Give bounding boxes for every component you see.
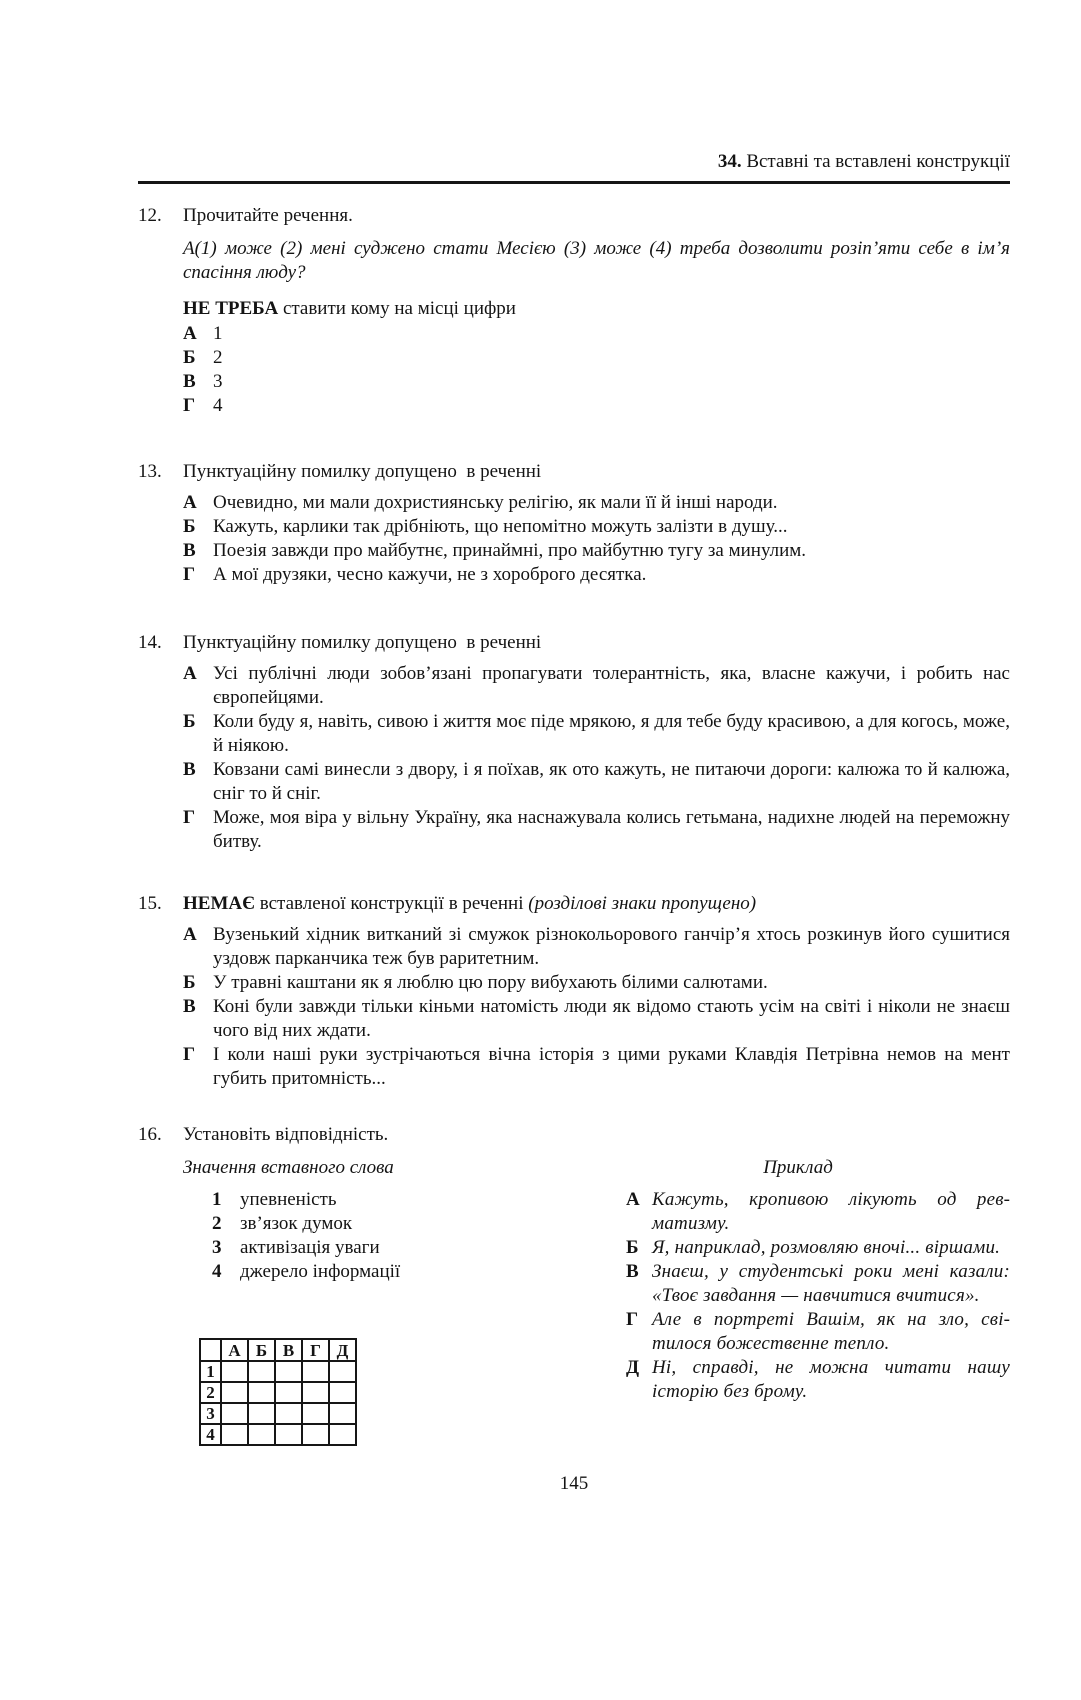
answer-grid-cell <box>302 1424 329 1445</box>
matching-block <box>138 1156 1010 1446</box>
answer-grid-cell <box>329 1424 356 1445</box>
option-letter: Г <box>183 564 196 585</box>
option-text: Кажуть, карлики так дрібніють, що непомітно можуть залізти в душу... <box>213 516 788 537</box>
answer-grid-cell <box>248 1361 275 1382</box>
answer-option <box>183 539 1010 563</box>
chapter-title: Вставні та вставлені конструкції <box>746 151 1010 172</box>
answer-grid-cell <box>275 1361 302 1382</box>
matching-option-text: Я, наприклад, розмовляю вночі... віршами. <box>652 1237 1001 1258</box>
question-15 <box>138 892 1010 1091</box>
options-list <box>183 923 1010 1091</box>
matching-option-letter: Г <box>626 1309 639 1330</box>
answer-option <box>183 322 1010 346</box>
option-text: Коні були завжди тільки кіньми натомість люди як відомо стають усім на світі і ніколи не знаєш чого від них ждати. <box>213 996 1010 1041</box>
page-number: 145 <box>559 1473 589 1494</box>
option-text: У травні каштани як я люблю цю пору вибухають білими салютами. <box>213 972 768 993</box>
answer-grid-cell <box>302 1361 329 1382</box>
question-prompt: Установіть відповідність. <box>183 1124 389 1145</box>
matching-item-number: 3 <box>212 1237 222 1258</box>
matching-option <box>626 1260 1010 1308</box>
option-text: 4 <box>213 395 223 416</box>
option-letter: В <box>183 759 196 780</box>
option-letter: А <box>183 323 197 344</box>
answer-grid-cell <box>275 1382 302 1403</box>
answer-option <box>183 491 1010 515</box>
chapter-header <box>138 0 1010 184</box>
answer-option <box>183 346 1010 370</box>
answer-grid-row-header: 3 <box>200 1403 221 1424</box>
prompt-note: (розділові знаки пропущено) <box>528 893 757 914</box>
matching-item-text: джерело інформації <box>240 1261 401 1282</box>
matching-option-letter: В <box>626 1261 639 1282</box>
matching-item <box>212 1188 626 1212</box>
question-14 <box>138 631 1010 854</box>
matching-item-text: зв’язок думок <box>240 1213 353 1234</box>
option-text: Коли буду я, навіть, сивою і життя моє піде мрякою, я для тебе буду красивою, а для когось, може, й ніякою. <box>213 711 1010 756</box>
answer-grid-cell <box>329 1361 356 1382</box>
matching-item-text: активізація уваги <box>240 1237 380 1258</box>
matching-item-number: 2 <box>212 1213 222 1234</box>
matching-option-letter: Б <box>626 1237 639 1258</box>
matching-option <box>626 1308 1010 1356</box>
matching-option-letter: Д <box>626 1357 640 1378</box>
answer-option <box>183 370 1010 394</box>
option-letter: А <box>183 492 197 513</box>
matching-option-text: Але в портреті Вашім, як на зло, світилося божественне тепло. <box>652 1309 1010 1354</box>
answer-grid-cell <box>329 1382 356 1403</box>
matching-right-header: Приклад <box>763 1157 833 1178</box>
answer-grid-corner <box>200 1339 221 1361</box>
question-number: 13. <box>138 461 162 482</box>
option-letter: Г <box>183 1044 196 1065</box>
answer-option <box>183 923 1010 971</box>
matching-options <box>626 1188 1010 1404</box>
option-letter: В <box>183 540 196 561</box>
answer-grid-row-header: 2 <box>200 1382 221 1403</box>
option-text: 2 <box>213 347 223 368</box>
question-prompt <box>183 892 1010 915</box>
answer-grid <box>199 1338 357 1446</box>
answer-grid-cell <box>248 1424 275 1445</box>
answer-grid-cell <box>275 1424 302 1445</box>
matching-option <box>626 1188 1010 1236</box>
option-text: А мої друзяки, чесно кажучи, не з хороброго десятка. <box>213 564 647 585</box>
options-list <box>183 662 1010 854</box>
answer-option <box>183 758 1010 806</box>
option-letter: В <box>183 996 196 1017</box>
stimulus-sentence: А(1) може (2) мені суджено стати Месією (3) може (4) треба дозволити розіп’яти себе в ім’я спасіння люду? <box>183 238 1010 283</box>
option-letter: Б <box>183 516 196 537</box>
option-letter: А <box>183 924 197 945</box>
matching-option-text: Кажуть, кропивою лікують од ревматизму. <box>652 1189 1010 1234</box>
matching-left-column <box>183 1156 626 1446</box>
question-13 <box>138 460 1010 587</box>
question-prompt: Прочитайте речення. <box>183 205 353 226</box>
answer-grid-col-header: В <box>275 1339 302 1361</box>
option-text: 3 <box>213 371 223 392</box>
answer-option <box>183 971 1010 995</box>
matching-option-letter: А <box>626 1189 640 1210</box>
matching-items <box>183 1188 626 1284</box>
matching-item-number: 4 <box>212 1261 222 1282</box>
matching-left-header: Значення вставного слова <box>183 1157 394 1178</box>
question-16 <box>138 1123 1010 1446</box>
option-text: Усі публічні люди зобов’язані пропагувати толерантність, яка, власне кажучи, і робить нас європейцями. <box>213 663 1010 708</box>
matching-option-text: Знаєш, у студентські роки мені казали: «Твоє завдання — навчитися вчитися». <box>652 1261 1010 1306</box>
option-text: Поезія завжди про майбутнє, принаймні, про майбутню тугу за минулим. <box>213 540 807 561</box>
answer-grid-cell <box>221 1361 248 1382</box>
question-number: 14. <box>138 632 162 653</box>
answer-grid-cell <box>221 1382 248 1403</box>
option-text: Очевидно, ми мали дохристиянську релігію, як мали її й інші народи. <box>213 492 778 513</box>
answer-grid-col-header: Г <box>302 1339 329 1361</box>
option-letter: Б <box>183 972 196 993</box>
question-number: 12. <box>138 205 162 226</box>
option-text: І коли наші руки зустрічаються вічна історія з цими руками Клавдія Петрівна немов на мент губить притомність... <box>213 1044 1010 1089</box>
answer-option <box>183 662 1010 710</box>
prompt-text: вставленої конструкції в реченні <box>259 893 524 914</box>
prompt-keyword: НЕМАЄ <box>183 893 255 914</box>
answer-grid-cell <box>248 1403 275 1424</box>
answer-grid-col-header: Д <box>329 1339 356 1361</box>
answer-grid-cell <box>302 1403 329 1424</box>
answer-grid-cell <box>221 1403 248 1424</box>
answer-grid-cell <box>221 1424 248 1445</box>
matching-option <box>626 1236 1010 1260</box>
question-12 <box>138 204 1010 418</box>
question-number: 16. <box>138 1124 162 1145</box>
answer-grid-row-header: 1 <box>200 1361 221 1382</box>
option-letter: Б <box>183 711 196 732</box>
answer-option <box>183 563 1010 587</box>
question-prompt: Пунктуаційну помилку допущено в реченні <box>183 461 542 482</box>
answer-grid-cell <box>248 1382 275 1403</box>
option-letter: А <box>183 663 197 684</box>
answer-grid-cell <box>275 1403 302 1424</box>
answer-option <box>183 995 1010 1043</box>
answer-grid-cell <box>302 1382 329 1403</box>
option-text: Ковзани самі винесли з двору, і я поїхав, як ото кажуть, не питаючи дороги: калюжа то й калюжа, сніг то й сніг. <box>213 759 1010 804</box>
option-letter: Б <box>183 347 196 368</box>
answer-grid-row-header: 4 <box>200 1424 221 1445</box>
matching-item-number: 1 <box>212 1189 222 1210</box>
answer-option <box>183 394 1010 418</box>
task-line <box>183 297 1010 320</box>
options-list <box>183 491 1010 587</box>
matching-option <box>626 1356 1010 1404</box>
answer-option <box>183 806 1010 854</box>
answer-grid-cell <box>329 1403 356 1424</box>
option-text: Може, моя віра у вільну Україну, яка наснажувала колись гетьмана, надихне людей на переможну битву. <box>213 807 1010 852</box>
question-number: 15. <box>138 893 162 914</box>
matching-right-column <box>626 1156 1010 1446</box>
option-letter: В <box>183 371 196 392</box>
matching-item <box>212 1212 626 1236</box>
answer-option <box>183 710 1010 758</box>
answer-option <box>183 515 1010 539</box>
matching-item-text: упевненість <box>240 1189 337 1210</box>
matching-item <box>212 1260 626 1284</box>
answer-option <box>183 1043 1010 1091</box>
option-text: Вузенький хідник витканий зі смужок різнокольорового ганчір’я хтось розкинув його сушитися уздовж парканчика теж був раритетним. <box>213 924 1010 969</box>
options-list <box>183 322 1010 418</box>
answer-grid-col-header: Б <box>248 1339 275 1361</box>
option-letter: Г <box>183 807 196 828</box>
matching-option-text: Ні, справді, не можна читати нашу історію без брому. <box>652 1357 1010 1402</box>
chapter-number: 34. <box>717 151 742 172</box>
answer-grid-col-header: А <box>221 1339 248 1361</box>
option-letter: Г <box>183 395 196 416</box>
question-prompt: Пунктуаційну помилку допущено в реченні <box>183 632 542 653</box>
matching-item <box>212 1236 626 1260</box>
task-text: ставити кому на місці цифри <box>282 298 516 319</box>
task-keyword: НЕ ТРЕБА <box>183 298 279 319</box>
option-text: 1 <box>213 323 223 344</box>
